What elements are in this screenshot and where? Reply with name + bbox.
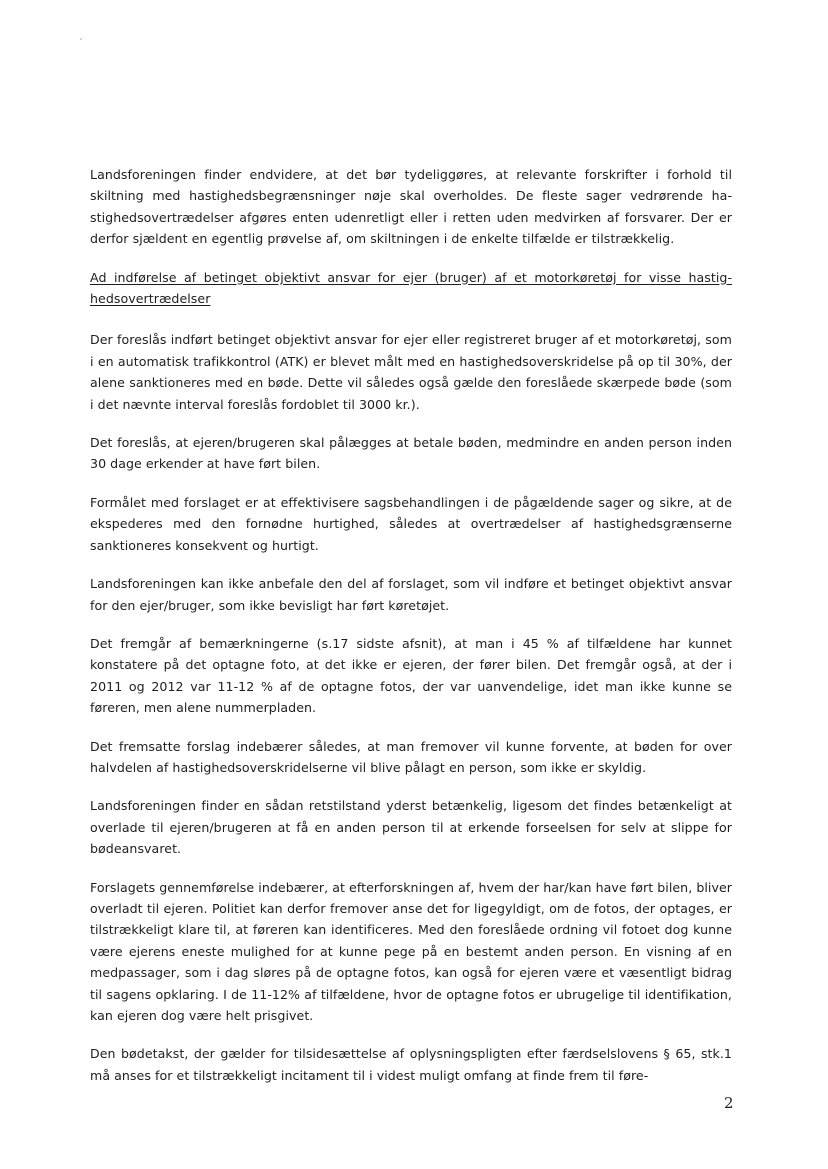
scan-speck (80, 38, 82, 40)
paragraph-investigation: Forslagets gennemførelse indebærer, at efterforskningen af, hvem der har/kan have ført bilen, bliver overladt til ejeren. Politiet kan derfor fremover anse det for ligegyldigt, om de fotos, der optages, er tilstrækkeligt klare til, at føreren kan identificeres. Med den foreslåede ordning vil fotoet dog kunne være ejerens eneste mulighed for at kunne pege på en bestemt anden person. En visning af en medpassager, som i dag sløres på de optagne fotos, kan også for ejeren være et væsentligt bidrag til sagens opklaring. I de 11-12% af tilfældene, hvor de optagne fotos er ubrugelige til identifikation, kan ejeren dog være helt prisgivet. (90, 879, 732, 1023)
paragraph-signage: Landsforeningen finder endvidere, at det bør tydeliggøres, at relevante forskrifter i forhold til skiltning med hastighedsbegrænsninger nøje skal overholdes. De fleste sager vedrørende hastighedsovertrædelser afgøres enten udenretligt eller i retten uden medvirken af forsvarer. Der er derfor sjældent en egentlig prøvelse af, om skiltningen i de enkelte tilfælde er tilstrækkelig. (90, 167, 732, 247)
paragraph-not-recommended: Landsforeningen kan ikke anbefale den del af forslaget, som vil indføre et betinget objektivt ansvar for den ejer/bruger, som ikke bevisligt har ført køretøjet. (90, 576, 732, 613)
page-number: 2 (724, 1094, 734, 1112)
paragraph-proposal: Der foreslås indført betinget objektivt ansvar for ejer eller registreret bruger af et motorkøretøj, som i en automatisk trafikkontrol (ATK) er blevet målt med en hastighedsoverskridelse på op til 30%, der alene sanktioneres med en bøde. Dette vil således også gælde den foreslåede skærpede bøde (som i det nævnte interval foreslås fordoblet til 3000 kr.). (90, 332, 732, 412)
paragraph-concern: Landsforeningen finder en sådan retstilstand yderst betænkelig, ligesom det findes betænkeligt at overlade til ejeren/brugeren at få en anden person til at erkende forseelsen for selv at slippe for bødeansvaret. (90, 798, 732, 857)
paragraph-consequence: Det fremsatte forslag indebærer således, at man fremover vil kunne forvente, at bøden for over halvdelen af hastighedsoverskridelserne vil blive pålagt en person, som ikke er skyldig. (90, 738, 732, 775)
paragraph-owner-pays: Det foreslås, at ejeren/brugeren skal pålægges at betale bøden, medmindre en anden person inden 30 dage erkender at have ført bilen. (90, 435, 732, 472)
paragraph-remarks: Det fremgår af bemærkningerne (s.17 sidste afsnit), at man i 45 % af tilfældene har kunnet konstatere på det optagne foto, at det ikke er ejeren, der fører bilen. Det fremgår også, at der i 2011 og 2012 var 11-12 % af de optagne fotos, der var uanvendelige, idet man ikke kunne se føreren, men alene nummerpladen. (90, 635, 732, 716)
paragraph-fine-rate: Den bødetakst, der gælder for tilsidesættelse af oplysningspligten efter færdselslovens § 65, stk.1 må anses for et tilstrækkeligt incitament til i videst muligt omfang at finde frem til føre- (90, 1046, 732, 1083)
document-body (90, 164, 732, 1103)
paragraph-purpose: Formålet med forslaget er at effektivisere sagsbehandlingen i de pågældende sager og sikre, at de ekspederes med den fornødne hurtighed, således at overtrædelser af hastighedsgrænserne sanktioneres konsekvent og hurtigt. (90, 494, 732, 553)
section-heading-strict-liability: Ad indførelse af betinget objektivt ansvar for ejer (bruger) af et motorkøretøj for visse hastighedsovertrædelser (90, 269, 732, 307)
